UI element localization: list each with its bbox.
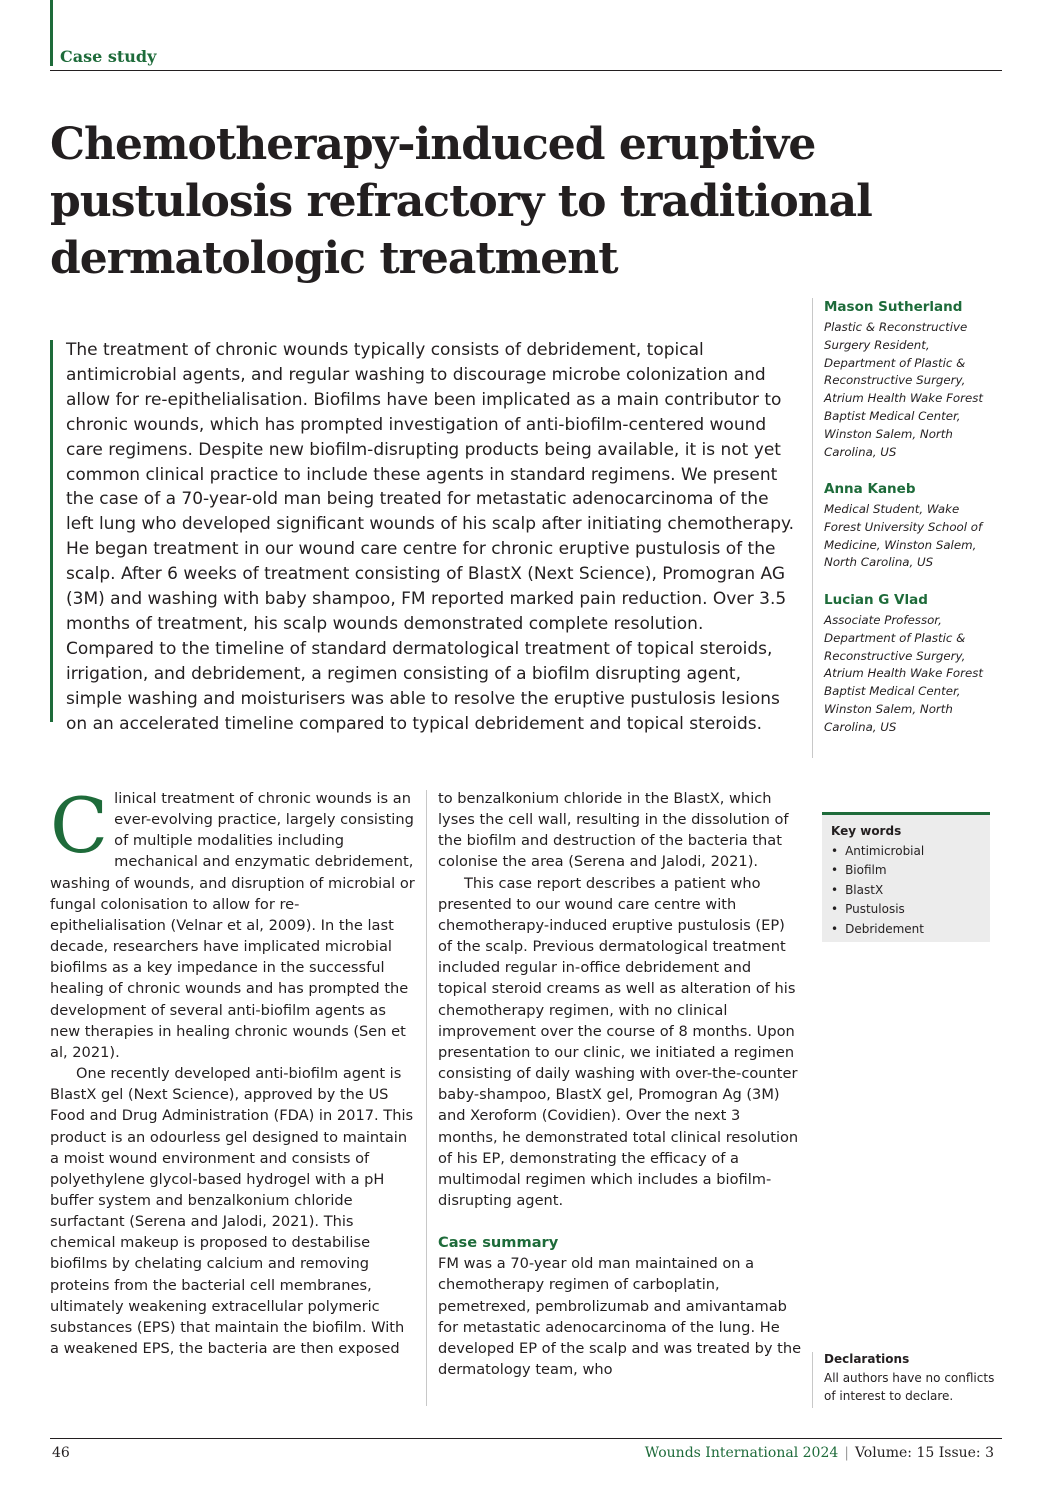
author-affiliation: Associate Professor, Department of Plastic & Reconstructive Surgery, Atrium Health Wake Forest Baptist Medical Center, Winston Salem, North Carolina, US (824, 613, 983, 734)
header-accent-bar (50, 0, 53, 66)
author-name: Anna Kaneb (824, 481, 916, 497)
sidebar-divider-lower (812, 1352, 813, 1408)
page-number: 46 (52, 1445, 70, 1461)
author-name: Lucian G Vlad (824, 592, 928, 608)
footer-journal-info (645, 1445, 994, 1461)
sidebar-divider (812, 298, 813, 758)
abstract: The treatment of chronic wounds typically consists of debridement, topical antimicrobial agents, and regular washing to discourage microbe colonization and allow for re-epithelialisation. Biofilms have been implicated as a main contributor to chronic wounds, which has prompted investigation of anti-biofilm-centered wound care regimens. Despite new biofilm-disrupting products being available, it is not yet common clinical practice to include these agents in standard regimens. We present the case of a 70-year-old man being treated for metastatic adenocarcinoma of the left lung who developed significant wounds of his scalp after initiating chemotherapy. He began treatment in our wound care centre for chronic eruptive pustulosis of the scalp. After 6 weeks of treatment consisting of BlastX (Next Science), Promogran AG (3M) and washing with baby shampoo, FM reported marked pain reduction. Over 3.5 months of treatment, his scalp wounds demonstrated complete resolution. Compared to the timeline of standard dermatological treatment of topical steroids, irrigation, and debridement, a regimen consisting of a biofilm disrupting agent, simple washing and moisturisers was able to resolve the eruptive pustulosis lesions on an accelerated timeline compared to typical debridement and topical steroids. (66, 340, 795, 734)
body-paragraph: FM was a 70-year old man maintained on a chemotherapy regimen of carboplatin, pemetrexed, pembrolizumab and amivantamab for metastatic adenocarcinoma of the lung. He developed EP of the scalp and was treated by the dermatology team, who (438, 1255, 802, 1379)
keyword-item: • BlastX (831, 881, 982, 900)
author-block (824, 592, 994, 737)
body-paragraph: This case report describes a patient who presented to our wound care centre with chemotherapy-induced eruptive pustulosis (EP) of the scalp. Previous dermatological treatment included regular in-office debridement and topical steroid creams as well as alteration of his chemotherapy regimen, with no clinical improvement over the course of 8 months. Upon presentation to our clinic, we initiated a regimen consisting of daily washing with over-the-counter baby-shampoo, BlastX gel, Promogran Ag (3M) and Xeroform (Covidien). Over the next 3 months, he demonstrated total clinical resolution of his EP, demonstrating the efficacy of a multimodal regimen which includes a biofilm-disrupting agent. (438, 874, 799, 1209)
keywords-box (822, 812, 990, 942)
body-paragraph: to benzalkonium chloride in the BlastX, which lyses the cell wall, resulting in the dissolution of the biofilm and destruction of the bacteria that colonise the area (Serena and Jalodi, 2021). (438, 790, 789, 871)
keywords-title: Key words (831, 824, 902, 838)
body-column-1 (50, 781, 415, 1359)
paragraph-text: linical treatment of chronic wounds is an ever-evolving practice, largely consisting of multiple modalities including mechanical and enzymatic debridement, washing of wounds, and disruption of microbial or fungal colonisation to allow for re-epithelialisation (Velnar et al, 2009). In the last decade, researchers have implicated microbial biofilms as a key impedance in the successful healing of chronic wounds and has prompted the development of several anti-biofilm agents as new therapies in healing chronic wounds (Sen et al, 2021). (50, 790, 415, 1061)
declarations-title: Declarations (824, 1352, 910, 1366)
keyword-item: • Antimicrobial (831, 842, 982, 861)
header-rule (50, 70, 1002, 71)
author-name: Mason Sutherland (824, 299, 963, 315)
body-column-2 (438, 788, 803, 1380)
keyword-item: • Biofilm (831, 861, 982, 880)
author-affiliation: Medical Student, Wake Forest University School of Medicine, Winston Salem, North Carolina, US (824, 502, 983, 570)
author-block (824, 481, 994, 572)
abstract-accent-bar (50, 340, 53, 722)
body-paragraph: One recently developed anti-biofilm agent is BlastX gel (Next Science), approved by the US Food and Drug Administration (FDA) in 2017. This product is an odourless gel designed to maintain a moist wound environment and consists of polyethylene glycol-based hydrogel with a pH buffer system and benzalkonium chloride surfactant (Serena and Jalodi, 2021). This chemical makeup is proposed to destabilise biofilms by chelating calcium and removing proteins from the bacterial cell membranes, ultimately weakening extracellular polymeric substances (EPS) that maintain the biofilm. With a weakened EPS, the bacteria are then exposed (50, 1065, 414, 1358)
author-affiliation: Plastic & Reconstructive Surgery Resident, Department of Plastic & Reconstructive Surgery, Atrium Health Wake Forest Baptist Medical Center, Winston Salem, North Carolina, US (824, 320, 983, 459)
keywords-list (831, 842, 982, 939)
column-divider (426, 790, 427, 1406)
volume-issue: Volume: 15 Issue: 3 (854, 1445, 994, 1461)
journal-name: Wounds International 2024 (644, 1445, 839, 1461)
footer-rule (50, 1438, 1002, 1439)
author-block (824, 299, 994, 461)
declarations-text: All authors have no conflicts of interest to declare. (824, 1371, 995, 1403)
article-title: Chemotherapy-induced eruptive pustulosis refractory to traditional dermatologic treatment (50, 119, 872, 284)
keyword-item: • Debridement (831, 920, 982, 939)
body-paragraph (50, 781, 415, 1063)
section-label: Case study (60, 47, 157, 66)
declarations (824, 1352, 996, 1405)
keyword-item: • Pustulosis (831, 900, 982, 919)
section-heading-case-summary: Case summary (438, 1234, 559, 1252)
footer-separator: | (844, 1445, 849, 1461)
drop-cap: C (50, 781, 109, 870)
